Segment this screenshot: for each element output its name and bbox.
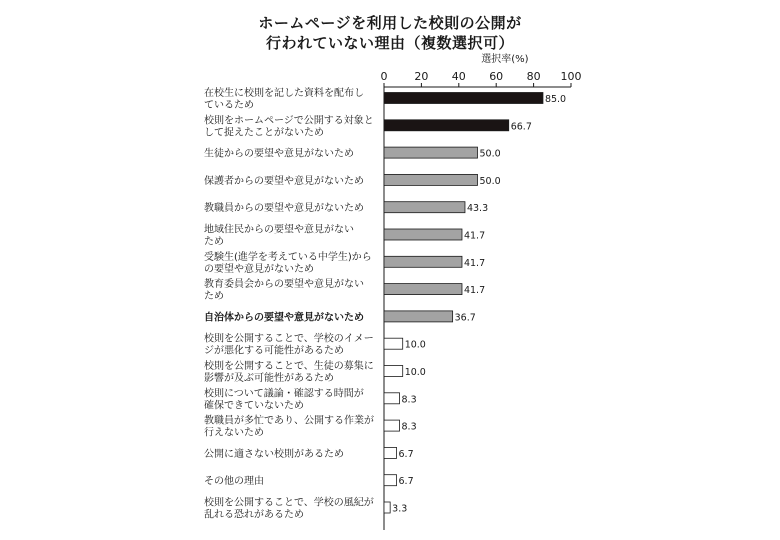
bar [384, 366, 403, 377]
category-label: の要望や意見がないため [204, 263, 314, 275]
category-label: ジが悪化する可能性があるため [204, 345, 344, 357]
bar [384, 256, 462, 267]
data-label: 10.0 [404, 339, 426, 351]
data-label: 85.0 [544, 94, 567, 105]
x-tick-label: 100 [560, 70, 582, 83]
category-label: 地域住民からの要望や意見がない [204, 224, 354, 236]
category-label: ため [204, 236, 224, 248]
x-tick-label: 80 [526, 70, 541, 83]
data-label: 6.7 [398, 448, 414, 460]
bar [384, 447, 397, 458]
category-label: して捉えたことがないため [204, 127, 324, 139]
x-tick-label: 0 [380, 70, 388, 83]
x-tick-label: 20 [414, 70, 429, 83]
data-label: 41.7 [463, 230, 486, 242]
category-label: 校則を公開することで、学校の風紀が [204, 497, 374, 509]
category-label: 校則を公開することで、学校のイメー [204, 333, 374, 345]
data-label: 41.7 [463, 257, 486, 269]
bar [384, 502, 390, 513]
category-label: 受験生(進学を考えている中学生)から [204, 251, 372, 263]
chart-title-line-2: 行われていない理由（複数選択可） [265, 34, 514, 52]
category-label: 乱れる恐れがあるため [204, 509, 304, 521]
category-label: 教育委員会からの要望や意見がない [204, 279, 364, 291]
data-label: 43.3 [466, 203, 489, 215]
data-label: 8.3 [401, 421, 417, 433]
category-label: 校則をホームページで公開する対象と [204, 115, 374, 127]
data-label: 41.7 [463, 285, 486, 297]
bar [384, 475, 397, 486]
bar [384, 393, 400, 404]
category-label: 自治体からの要望や意見がないため [204, 312, 364, 324]
bar [384, 120, 509, 131]
bar [384, 93, 543, 104]
bar [384, 174, 478, 185]
category-label: その他の理由 [204, 476, 264, 488]
bar [384, 338, 403, 349]
x-tick-label: 40 [451, 70, 466, 83]
bar [384, 229, 462, 240]
data-label: 36.7 [454, 312, 476, 324]
bar [384, 202, 465, 213]
bar [384, 420, 400, 431]
data-label: 6.7 [398, 476, 414, 488]
data-label: 66.7 [510, 121, 532, 133]
category-label: 公開に適さない校則があるため [204, 448, 344, 460]
data-label: 10.0 [404, 367, 426, 378]
bar [384, 147, 478, 158]
category-label: 保護者からの要望や意見がないため [204, 175, 364, 187]
category-label: 在校生に校則を記した資料を配布し [204, 88, 364, 99]
bar [384, 311, 453, 322]
data-label: 8.3 [401, 394, 417, 406]
x-tick-label: 60 [489, 70, 504, 83]
category-label: 行えないため [204, 427, 264, 439]
category-label: 生徒からの要望や意見がないため [204, 148, 354, 160]
category-label: 確保できていないため [204, 400, 304, 412]
data-label: 3.3 [392, 503, 408, 515]
data-label: 50.0 [479, 175, 501, 187]
category-label: 校則について議論・確認する時間が [204, 388, 364, 400]
bar [384, 284, 462, 295]
category-label: 教職員が多忙であり、公開する作業が [204, 415, 374, 427]
category-label: ているため [204, 100, 254, 111]
category-label: ため [204, 291, 224, 303]
chart-title-line-1: ホームページを利用した校則の公開が [258, 14, 522, 32]
category-label: 教職員からの要望や意見がないため [204, 203, 364, 215]
data-label: 50.0 [479, 148, 501, 160]
x-axis-label: 選択率(%) [481, 54, 529, 65]
category-label: 校則を公開することで、生徒の募集に [204, 361, 374, 372]
category-label: 影響が及ぶ可能性があるため [204, 373, 334, 384]
